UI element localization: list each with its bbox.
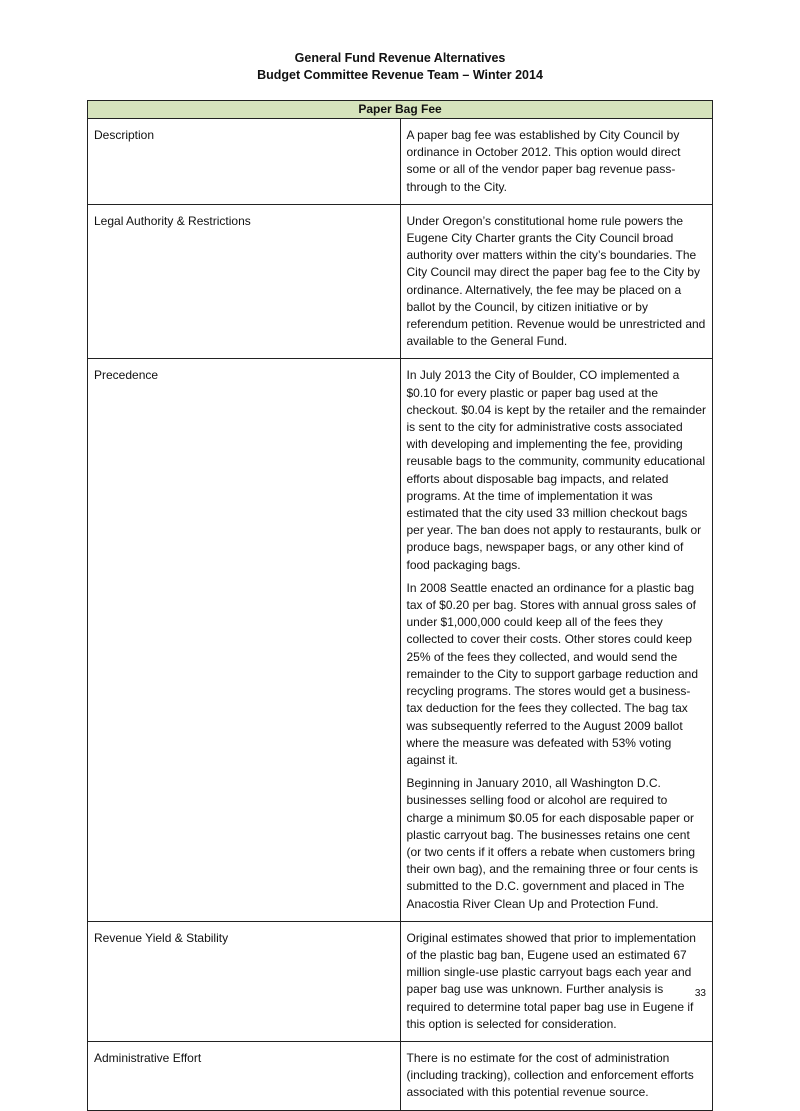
row-value [400, 921, 713, 1041]
row-label: Administrative Effort [88, 1041, 401, 1110]
table-heading: Paper Bag Fee [88, 101, 713, 119]
row-label: Description [88, 119, 401, 205]
paragraph: A paper bag fee was established by City Council by ordinance in October 2012. This option would direct some or all of the vendor paper bag revenue pass-through to the City. [406, 128, 681, 194]
row-label: Revenue Yield & Stability [88, 921, 401, 1041]
table-row-description [88, 119, 713, 205]
paragraph: Under Oregon’s constitutional home rule powers the Eugene City Charter grants the City Council broad authority over matters within the city’s boundaries. The City Council may direct the paper bag fee to the City by ordinance. Alternatively, the fee may be placed on a ballot by the Council, by citizen initiative or by referendum petition. Revenue would be unrestricted and available to the General Fund. [406, 213, 706, 349]
document-title: General Fund Revenue Alternatives [294, 51, 506, 65]
paragraph: Original estimates showed that prior to implementation of the plastic bag ban, Eugene used an estimated 67 million single-use plastic carryout bags each year and paper bag use was unknown. Further analysis is required to determine total paper bag use in Eugene if this option is selected for consideration. [406, 930, 696, 1031]
row-label: Legal Authority & Restrictions [88, 204, 401, 359]
page-number: 33 [694, 988, 706, 999]
row-value [400, 119, 713, 205]
row-value [400, 359, 713, 921]
document-subtitle: Budget Committee Revenue Team – Winter 2014 [257, 68, 543, 82]
table-row-revenue-yield [88, 921, 713, 1041]
paragraph-washington-dc: Beginning in January 2010, all Washington D.C. businesses selling food or alcohol are required to charge a minimum $0.05 for each disposable paper or plastic carryout bag. The businesses retains one cent (or two cents if it offers a rebate when customers bring their own bag), and the remaining three or four cents is submitted to the D.C. government and placed in The Anacostia River Clean Up and Protection Fund. [406, 776, 698, 911]
paragraph-seattle: In 2008 Seattle enacted an ordinance for a plastic bag tax of $0.20 per bag. Stores with annual gross sales of under $1,000,000 could keep all of the fees they collected to cover their costs. Other stores could keep 25% of the fees they collected, and would send the remainder to the City to support garbage reduction and recycling programs. The stores would get a business-tax deduction for the fees they collected. The bag tax was subsequently referred to the August 2009 ballot where the measure was defeated with 53% voting against it. [406, 580, 699, 767]
row-value [400, 204, 713, 359]
row-label: Precedence [88, 359, 401, 921]
paragraph-boulder: In July 2013 the City of Boulder, CO implemented a $0.10 for every plastic or paper bag used at the checkout. $0.04 is kept by the retailer and the remainder is sent to the city for administrative costs associated with developing and implementing the fee, providing reusable bags to the community, community educational efforts about disposable bag impacts, and related programs. At the time of implementation it was estimated that the city used 33 million checkout bags per year. The ban does not apply to restaurants, bulk or produce bags, newspaper bags, or any other kind of food packaging bags. [406, 368, 707, 572]
row-value [400, 1041, 713, 1110]
document-header [0, 50, 800, 84]
paper-bag-fee-table [87, 100, 713, 1111]
table-row-precedence [88, 359, 713, 921]
paragraph: There is no estimate for the cost of administration (including tracking), collection and enforcement efforts associated with this potential revenue source. [406, 1050, 694, 1100]
table-row-administrative-effort [88, 1041, 713, 1110]
table-row-legal-authority [88, 204, 713, 359]
